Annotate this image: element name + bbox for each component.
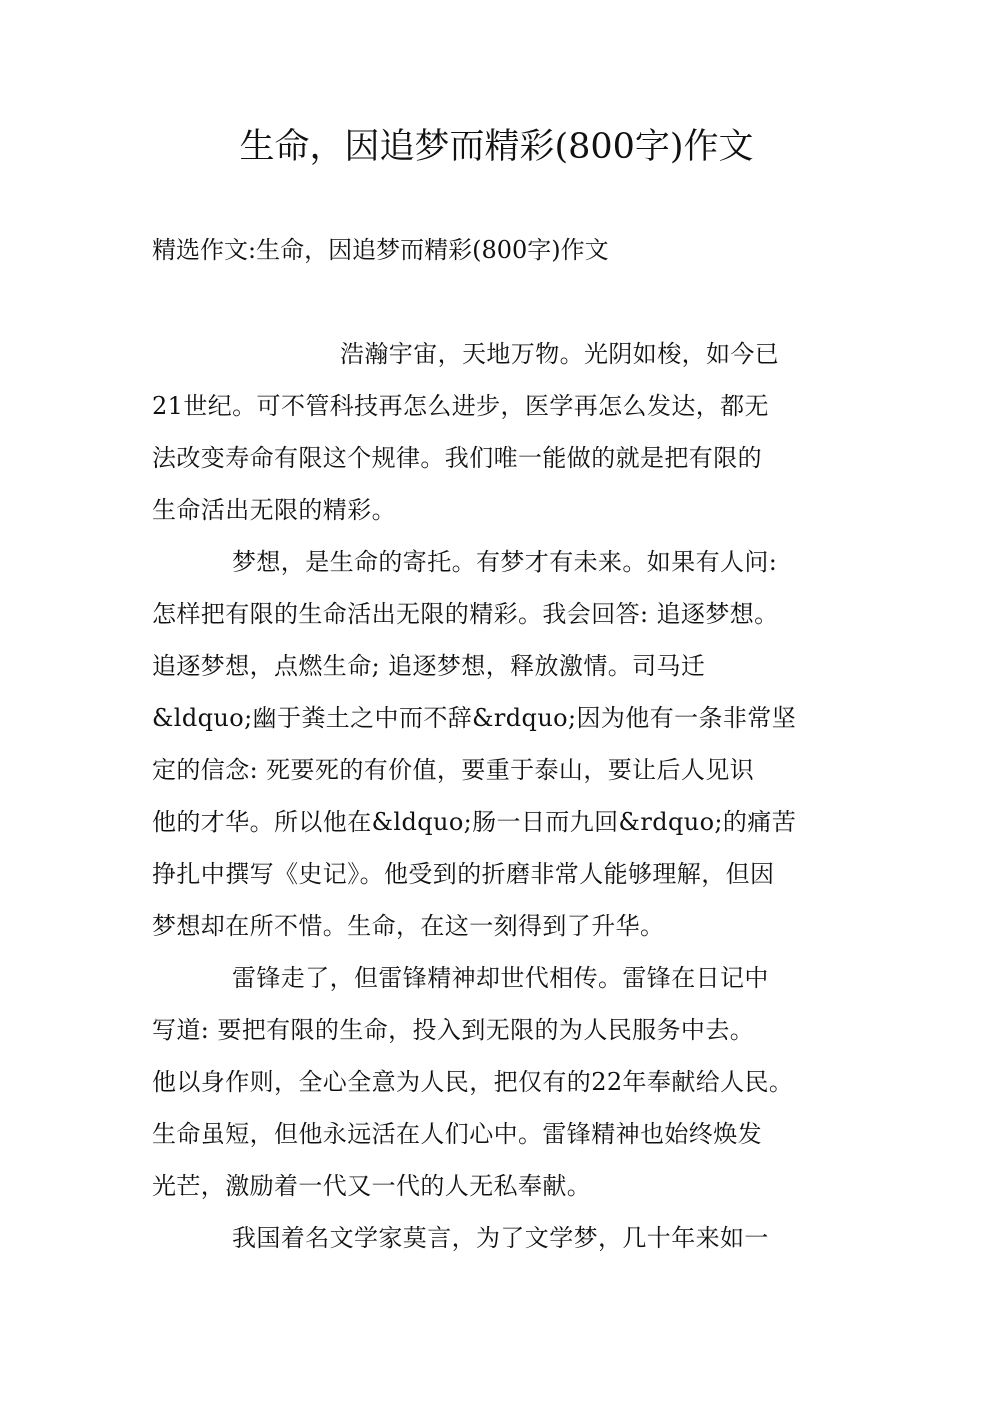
paragraph-line: 追逐梦想，点燃生命; 追逐梦想，释放激情。司马迁 [152,652,706,680]
paragraph-line: 生命虽短，但他永远活在人们心中。雷锋精神也始终焕发 [152,1120,762,1148]
paragraph-line: 法改变寿命有限这个规律。我们唯一能做的就是把有限的 [152,444,762,472]
paragraph-line: 浩瀚宇宙，天地万物。光阴如梭，如今已 [340,340,780,368]
paragraph-line: 21世纪。可不管科技再怎么进步，医学再怎么发达，都无 [152,392,769,420]
paragraph-line: 定的信念: 死要死的有价值，要重于泰山，要让后人见识 [152,756,755,784]
paragraph-line: 怎样把有限的生命活出无限的精彩。我会回答: 追逐梦想。 [152,600,779,628]
paragraph-line: 写道: 要把有限的生命，投入到无限的为人民服务中去。 [152,1016,755,1044]
paragraph-line: 光芒，激励着一代又一代的人无私奉献。 [152,1172,592,1200]
paragraph-line: 他的才华。所以他在&ldquo;肠一日而九回&rdquo;的痛苦 [152,808,797,836]
document-title: 生命，因追梦而精彩(800字)作文 [239,127,754,167]
paragraph-line: 生命活出无限的精彩。 [152,496,396,524]
paragraph-line: 我国着名文学家莫言，为了文学梦，几十年来如一 [232,1224,769,1252]
paragraph-line: 梦想，是生命的寄托。有梦才有未来。如果有人问: [232,548,778,576]
paragraph-line: &ldquo;幽于粪土之中而不辞&rdquo;因为他有一条非常坚 [152,704,797,732]
paragraph-line: 他以身作则，全心全意为人民，把仅有的22年奉献给人民。 [152,1068,794,1096]
document-subtitle: 精选作文:生命，因追梦而精彩(800字)作文 [152,236,609,264]
paragraph-line: 雷锋走了，但雷锋精神却世代相传。雷锋在日记中 [232,964,769,992]
paragraph-line: 梦想却在所不惜。生命，在这一刻得到了升华。 [152,912,665,940]
paragraph-line: 挣扎中撰写《史记》。他受到的折磨非常人能够理解，但因 [152,860,775,888]
